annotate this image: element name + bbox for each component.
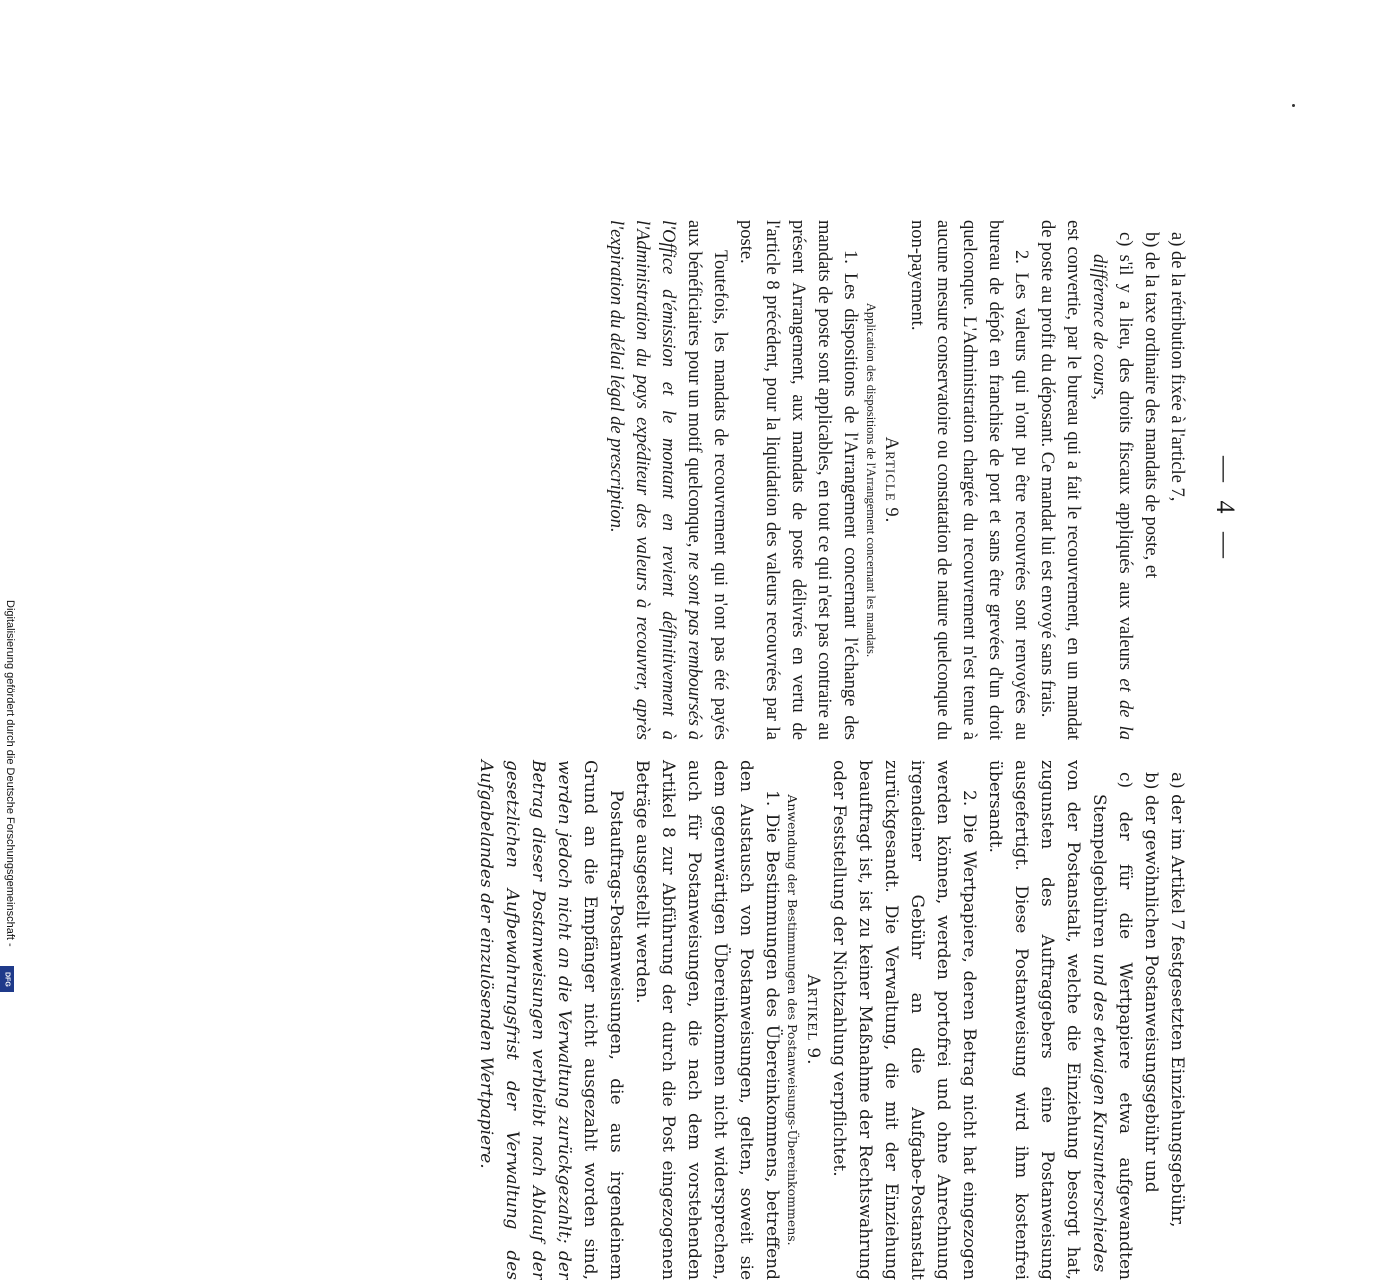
digitization-credit: Digitalisierung gefördert durch die Deutsche Forschungsgemeinschaft - — [4, 600, 16, 947]
de-item-c: c) der für die Wertpapiere etwa aufgewandten Stempelgebühren und des etwaigen Kursunterschiedes — [1089, 772, 1135, 1280]
de-paragraph-1: von der Postanstalt, welche die Einziehung besorgt hat, zugunsten des Auftraggebers eine Postanweisung ausgefertigt. Diese Postanweisung wird ihm kostenfrei übersandt. — [985, 760, 1083, 1280]
speck-mark — [1292, 104, 1295, 107]
fr-item-b: b) de la taxe ordinaire des mandats de poste, et — [1141, 232, 1161, 579]
de-article-title: Artikel 9. — [803, 974, 823, 1066]
de-paragraph-4-italic: werden jedoch nicht an die Verwaltung zurückgezahlt; der Betrag dieser Postanweisungen verbleibt nach Ablauf der gesetzlichen Aufbewahrungsfrist der Verwaltung des Aufgabelandes der einzulösenden Wertpapiere. — [476, 760, 574, 1280]
fr-item-c-italic: et de la différence de cours, — [1089, 254, 1135, 741]
de-item-b: b) der gewöhnlichen Postanweisungsgebühr und — [1141, 772, 1161, 1193]
fr-paragraph-4: Toutefois, les mandats de recouvrement qui n'ont pas été payés aux bénéficiaires pour un motif quelconque, ne sont pas remboursés à l'Office d'émission et le montant en revient définitivement à l'Administration du pays expéditeur des valeurs à recouvrer, après l'expiration du délai légal de prescription. — [606, 220, 730, 740]
fr-article-title: Article 9. — [881, 436, 901, 524]
fr-paragraph-2: 2. Les valeurs qui n'ont pu être recouvrées sont renvoyées au bureau de dépôt en franchise de port et sans être grevées d'un droit quelconque. L'Administration chargée du recouvrement n'est tenue à aucune mesure conservatoire ou constatation de nature quelconque du non-payement. — [907, 220, 1031, 740]
de-paragraph-4: Postauftrags-Postanweisungen, die aus irgendeinem Grund an die Empfänger nicht ausgezahlt worden sind, werden jedoch nicht an die Verwaltung zurückgezahlt; der Betrag dieser Postanweisungen verbleibt nach Ablauf der gesetzlichen Aufbewahrungsfrist der Verwaltung des Aufgabelandes der einzulösenden Wertpapiere. — [476, 760, 626, 1280]
fr-paragraph-1: est convertie, par le bureau qui a fait le recouvrement, en un mandat de poste au profit du déposant. Ce mandat lui est envoyé sans frais. — [1037, 220, 1083, 740]
de-paragraph-2: 2. Die Wertpapiere, deren Betrag nicht hat eingezogen werden können, werden portofrei und ohne Anrechnung irgendeiner Gebühr an die Aufgabe-Postanstalt zurückgesandt. Die Verwaltung, die mit der Einziehung beauftragt ist, ist zu keiner Maßnahme der Rechtswahrung oder Feststellung der Nichtzahlung verpflichtet. — [829, 760, 979, 1280]
fr-paragraph-3: 1. Les dispositions de l'Arrangement concernant l'échange des mandats de poste sont applicables, en tout ce qui n'est pas contraire au présent Arrangement, aux mandats de poste délivrés en vertu de l'article 8 précédent, pour la liquidation des valeurs recouvrées par la poste. — [736, 220, 860, 740]
de-item-a: a) der im Artikel 7 festgesetzten Einziehungsgebühr, — [1167, 772, 1187, 1228]
de-paragraph-3: 1. Die Bestimmungen des Übereinkommens, betreffend den Austausch von Postanweisungen, gelten, soweit sie dem gegenwärtigen Übereinkommen nicht widersprechen, auch für Postanweisungen, die nach dem vorstehenden Artikel 8 zur Abführung der durch die Post eingezogenen Beträge ausgestellt werden. — [632, 760, 782, 1280]
french-column — [603, 220, 1190, 740]
de-article-subtitle: Anwendung der Bestimmungen des Postanweisungs-Übereinkommens. — [785, 794, 800, 1246]
de-item-c-italic: und des etwaigen Kursunterschiedes — [1089, 953, 1109, 1273]
german-column — [473, 760, 1190, 1280]
rotated-page-content — [150, 200, 1240, 1280]
fr-paragraph-4-italic: ne sont pas remboursés à l'Office d'émission et le montant en revient définitivement à l'Administration du pays expéditeur des valeurs à recouvrer, après l'expiration du délai légal de prescription. — [606, 220, 704, 740]
fr-item-c: c) s'il y a lieu, des droits fiscaux appliqués aux valeurs et de la différence de cours, — [1089, 232, 1135, 741]
page-number: — 4 — — [1211, 456, 1240, 564]
fr-article-subtitle: Application des dispositions de l'Arrangement concernant les mandats. — [864, 302, 878, 658]
fr-item-a: a) de la rétribution fixée à l'article 7, — [1167, 232, 1187, 502]
dfg-logo: DFG — [0, 966, 14, 992]
